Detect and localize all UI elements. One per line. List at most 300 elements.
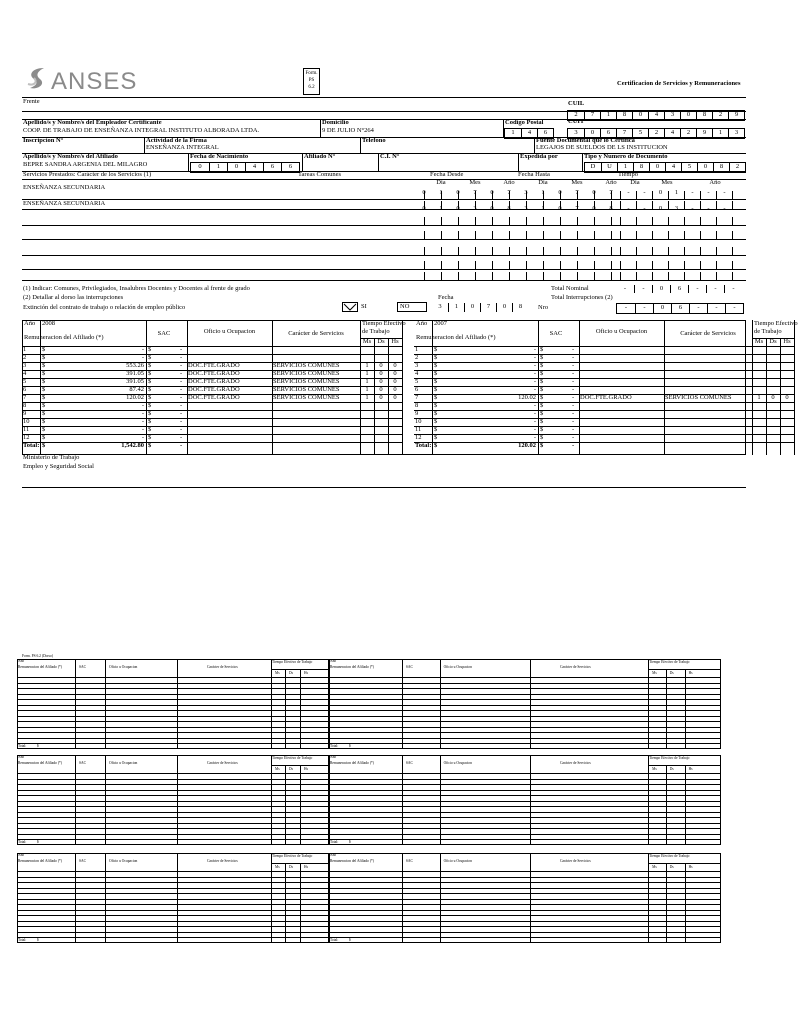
cell-divider bbox=[441, 247, 442, 255]
dorso-ms: Ms bbox=[275, 767, 280, 771]
dorso-row-line bbox=[17, 882, 329, 883]
currency: $ bbox=[434, 346, 438, 353]
amount: - bbox=[141, 402, 144, 409]
digit-cell: 3 bbox=[574, 129, 578, 136]
dorso-tiempo: Tiempo Efectivo de Trabajo bbox=[272, 660, 313, 664]
ci-label: C.I. N° bbox=[380, 153, 400, 160]
currency: $ bbox=[42, 410, 46, 417]
dorso-row-line bbox=[329, 839, 721, 840]
cell-divider bbox=[441, 272, 442, 280]
dorso-tiempo: Tiempo Efectivo de Trabajo bbox=[649, 756, 690, 760]
oficio-value: DOC.FTE.GRADO bbox=[188, 394, 240, 401]
time-digit: - bbox=[707, 205, 710, 212]
dorso-currency: $ bbox=[349, 840, 351, 844]
cell-divider bbox=[716, 247, 717, 255]
dorso-ms: Ms bbox=[652, 671, 657, 675]
hs-header: Hs bbox=[783, 338, 791, 345]
dorso-row-line bbox=[17, 710, 329, 711]
dorso-row-line bbox=[329, 677, 721, 678]
dorso-currency: $ bbox=[37, 744, 39, 748]
currency: $ bbox=[434, 370, 438, 377]
currency: $ bbox=[148, 426, 152, 433]
row-line bbox=[22, 199, 746, 200]
currency: $ bbox=[540, 418, 544, 425]
dorso-oficio: Oficio u Ocupacion bbox=[443, 665, 472, 669]
currency: $ bbox=[148, 418, 152, 425]
row-line bbox=[22, 225, 746, 226]
amount: - bbox=[533, 410, 536, 417]
digit-cell: 1 bbox=[712, 129, 728, 138]
cell-divider bbox=[652, 217, 653, 225]
amount: 120.02 bbox=[126, 394, 144, 401]
cell-divider bbox=[716, 272, 717, 280]
currency: $ bbox=[540, 442, 544, 449]
dorso-row-line bbox=[17, 801, 329, 802]
month-number: 8 bbox=[415, 402, 419, 409]
digit-cell: 1 bbox=[617, 163, 633, 172]
time-digit: 1 bbox=[674, 189, 679, 196]
si-label: SI bbox=[361, 303, 367, 310]
dorso-row-line bbox=[17, 688, 329, 689]
cell-divider bbox=[684, 231, 685, 239]
caracter-value: SERVICIOS COMUNES bbox=[665, 394, 732, 401]
digit-cell: D bbox=[590, 163, 596, 170]
currency: $ bbox=[42, 426, 46, 433]
ms-value: 1 bbox=[365, 386, 369, 393]
ds-header: Ds bbox=[377, 338, 385, 345]
header-line bbox=[752, 338, 794, 339]
dorso-row-line bbox=[329, 937, 721, 938]
currency: $ bbox=[434, 394, 438, 401]
dorso-row-line bbox=[329, 893, 721, 894]
sac-value: - bbox=[180, 426, 183, 433]
currency: $ bbox=[434, 378, 438, 385]
dorso-row-line bbox=[329, 710, 721, 711]
ms-value: 1 bbox=[365, 378, 369, 385]
time-digit: - bbox=[643, 205, 646, 212]
dorso-row-line bbox=[17, 779, 329, 780]
fuente-label: Fuente Documental que lo Certifica bbox=[536, 137, 635, 144]
currency: $ bbox=[434, 362, 438, 369]
month-number: 12 bbox=[23, 434, 30, 441]
cell-divider bbox=[543, 231, 544, 239]
sac-header: SAC bbox=[549, 330, 563, 337]
month-number: 2 bbox=[23, 354, 27, 361]
dorso-row-line bbox=[17, 910, 329, 911]
cell-divider bbox=[441, 231, 442, 239]
cell-divider bbox=[424, 272, 425, 280]
dorso-row-line bbox=[17, 773, 329, 774]
domicilio-value: 9 DE JULIO N°264 bbox=[322, 127, 374, 134]
dorso-anio: Año bbox=[18, 755, 25, 759]
month-number: 7 bbox=[415, 394, 419, 401]
total-label: Total: bbox=[415, 442, 432, 449]
dorso-ms: Ms bbox=[652, 767, 657, 771]
currency: $ bbox=[148, 378, 152, 385]
digit-cell: 6 bbox=[281, 163, 299, 172]
dorso-remun: Remuneracion del Afiliado (*) bbox=[330, 665, 375, 669]
sac-value: - bbox=[572, 418, 575, 425]
cell-divider bbox=[492, 261, 493, 269]
checkmark-icon bbox=[343, 303, 357, 311]
cell-divider bbox=[700, 247, 701, 255]
dorso-row-line bbox=[329, 817, 721, 818]
amount: 553.26 bbox=[126, 362, 144, 369]
month-number: 1 bbox=[23, 346, 27, 353]
dorso-ds: Ds bbox=[289, 671, 293, 675]
cp-label: Codigo Postal bbox=[505, 119, 544, 126]
actividad-label: Actividad de la Firma bbox=[146, 137, 207, 144]
cell-divider bbox=[509, 261, 510, 269]
digit-cell: 5 bbox=[681, 163, 697, 172]
row-line bbox=[22, 280, 746, 281]
currency: $ bbox=[148, 442, 152, 449]
cell-divider bbox=[636, 247, 637, 255]
cell-divider bbox=[732, 201, 733, 209]
dorso-row-line bbox=[17, 871, 329, 872]
total-interrupciones-label: Total Interrupciones (2) bbox=[551, 294, 613, 301]
date-digit: 0 bbox=[592, 205, 596, 212]
digit-cell: 2 bbox=[648, 129, 664, 138]
cell-divider bbox=[509, 247, 510, 255]
tiempo-label: Tiempo bbox=[618, 171, 638, 178]
dorso-row-line bbox=[17, 839, 329, 840]
amount: - bbox=[533, 434, 536, 441]
total-nominal-digits bbox=[616, 285, 742, 293]
dorso-row-line bbox=[17, 694, 329, 695]
date-digit: 0 bbox=[490, 205, 494, 212]
dorso-row-line bbox=[329, 705, 721, 706]
dorso-row-line bbox=[329, 877, 721, 878]
amount: - bbox=[533, 370, 536, 377]
affiliate-name-label: Apellido/s y Nombre/s del Afiliado bbox=[23, 153, 118, 160]
digit-cell: - bbox=[623, 285, 627, 292]
dorso-row-line bbox=[329, 801, 721, 802]
cell-divider bbox=[594, 261, 595, 269]
dorso-row-line bbox=[17, 806, 329, 807]
dorso-row-line bbox=[329, 932, 721, 933]
footer-empleo: Empleo y Seguridad Social bbox=[23, 463, 94, 470]
cell-divider bbox=[716, 261, 717, 269]
dorso-remun: Remuneracion del Afiliado (*) bbox=[330, 761, 375, 765]
digit-cell: 0 bbox=[680, 111, 696, 120]
dorso-row-line bbox=[17, 823, 329, 824]
dorso-row-line bbox=[17, 828, 329, 829]
dorso-remun: Remuneracion del Afiliado (*) bbox=[18, 761, 63, 765]
dorso-row-line bbox=[329, 773, 721, 774]
servicios-prestados-label: Servicios Prestados: Carácter de los Servicios (1) bbox=[23, 171, 152, 178]
cell-divider bbox=[684, 247, 685, 255]
dorso-sac: SAC bbox=[405, 665, 413, 669]
dorso-line bbox=[271, 863, 329, 864]
amount: - bbox=[141, 346, 144, 353]
employer-name-value: COOP. DE TRABAJO DE ENSEÑANZA INTEGRAL INSTITUTO ALBORADA LTDA. bbox=[23, 127, 260, 134]
hs-value: 0 bbox=[393, 362, 397, 369]
form-number-label: Form. PS 6.2 bbox=[305, 71, 318, 90]
dorso-row-line bbox=[329, 904, 721, 905]
month-number: 3 bbox=[415, 362, 419, 369]
currency: $ bbox=[148, 410, 152, 417]
sac-value: - bbox=[180, 394, 183, 401]
month-number: 11 bbox=[23, 426, 30, 433]
cell-divider bbox=[684, 272, 685, 280]
date-digit: 0 bbox=[592, 189, 596, 196]
cell-divider bbox=[620, 247, 621, 255]
dorso-tiempo: Tiempo Efectivo de Trabajo bbox=[272, 756, 313, 760]
month-number: 9 bbox=[415, 410, 419, 417]
digit-cell: - bbox=[707, 304, 725, 313]
cell-divider bbox=[732, 191, 733, 199]
currency: $ bbox=[148, 362, 152, 369]
amount: - bbox=[141, 354, 144, 361]
cell-divider bbox=[594, 272, 595, 280]
dorso-row-line bbox=[329, 882, 721, 883]
cell-divider bbox=[458, 272, 459, 280]
cell-divider bbox=[492, 217, 493, 225]
currency: $ bbox=[434, 386, 438, 393]
date-digit: 3 bbox=[473, 205, 477, 212]
dorso-row-line bbox=[329, 727, 721, 728]
dorso-row-line bbox=[329, 738, 721, 739]
dorso-line bbox=[648, 669, 721, 670]
dorso-form-label: Form. PS 6.2 (Dorso) bbox=[22, 654, 54, 658]
amount: - bbox=[533, 418, 536, 425]
ms-value: 1 bbox=[757, 394, 761, 401]
dorso-row-line bbox=[17, 904, 329, 905]
dorso-hs: Hs bbox=[304, 865, 308, 869]
dorso-currency: $ bbox=[349, 938, 351, 942]
cell-divider bbox=[492, 231, 493, 239]
digit-cell: 6 bbox=[537, 129, 553, 138]
amount: 87.42 bbox=[129, 386, 144, 393]
dorso-ds: Ds bbox=[669, 671, 674, 675]
currency: $ bbox=[148, 402, 152, 409]
nacimiento-label: Fecha de Nacimiento bbox=[190, 153, 249, 160]
currency: $ bbox=[42, 386, 46, 393]
sac-value: - bbox=[180, 362, 183, 369]
date-digit: 1 bbox=[541, 189, 545, 196]
time-digit: 3 bbox=[674, 205, 679, 212]
hs-value: 0 bbox=[393, 394, 397, 401]
dorso-anio: Año bbox=[330, 853, 337, 857]
dorso-total: Total: bbox=[18, 744, 27, 748]
cell-divider bbox=[684, 261, 685, 269]
digit-cell: 2 bbox=[712, 111, 728, 120]
cell-divider bbox=[458, 247, 459, 255]
date-digit: 1 bbox=[439, 205, 443, 212]
date-col-header: Mes bbox=[469, 179, 481, 186]
cell-divider bbox=[492, 247, 493, 255]
cell-divider bbox=[594, 247, 595, 255]
amount: - bbox=[533, 378, 536, 385]
sac-value: - bbox=[572, 346, 575, 353]
cell-divider bbox=[509, 231, 510, 239]
dorso-sac: SAC bbox=[79, 761, 86, 765]
currency: $ bbox=[434, 426, 438, 433]
dorso-tiempo: Tiempo Efectivo de Trabajo bbox=[649, 854, 690, 858]
cell-divider bbox=[700, 272, 701, 280]
digit-cell: 2 bbox=[680, 129, 696, 138]
sac-value: - bbox=[180, 386, 183, 393]
currency: $ bbox=[42, 418, 46, 425]
time-digit: 0 bbox=[658, 205, 663, 212]
digit-cell: 8 bbox=[616, 111, 632, 120]
cell-divider bbox=[560, 261, 561, 269]
cell-divider bbox=[475, 247, 476, 255]
cell-divider bbox=[458, 217, 459, 225]
currency: $ bbox=[148, 346, 152, 353]
footer-ministerio: Ministerio de Trabajo bbox=[23, 454, 80, 461]
cell-divider bbox=[424, 261, 425, 269]
ds-value: 0 bbox=[379, 378, 383, 385]
sac-total: - bbox=[572, 442, 575, 449]
digit-cell: 8 bbox=[633, 163, 649, 172]
row-line bbox=[22, 255, 746, 256]
dorso-row-line bbox=[329, 688, 721, 689]
currency: $ bbox=[540, 410, 544, 417]
date-digit: 7 bbox=[575, 205, 579, 212]
dorso-row-line bbox=[17, 721, 329, 722]
cell-divider bbox=[732, 247, 733, 255]
cell-divider bbox=[611, 217, 612, 225]
digit-cell: 0 bbox=[697, 163, 713, 172]
dorso-row-line bbox=[17, 893, 329, 894]
digit-cell: 0 bbox=[649, 163, 665, 172]
dorso-row-line bbox=[329, 732, 721, 733]
cell-divider bbox=[492, 272, 493, 280]
dorso-row-line bbox=[329, 784, 721, 785]
currency: $ bbox=[148, 370, 152, 377]
tipo-doc-label: Tipo y Numero de Documento bbox=[584, 153, 668, 160]
amount: - bbox=[141, 434, 144, 441]
date-digit: 0 bbox=[422, 189, 426, 196]
cuit-label: CUIT bbox=[568, 118, 585, 125]
digit-cell: 7 bbox=[616, 129, 632, 138]
dorso-row-line bbox=[17, 888, 329, 889]
currency: $ bbox=[42, 434, 46, 441]
currency: $ bbox=[42, 378, 46, 385]
dorso-row-line bbox=[329, 910, 721, 911]
oficio-value: DOC.FTE.GRADO bbox=[188, 370, 240, 377]
dorso-caracter: Carácter de Servicios bbox=[560, 859, 591, 863]
total-label: Total: bbox=[23, 442, 40, 449]
dorso-hs: Hs bbox=[688, 767, 693, 771]
cell-divider bbox=[560, 231, 561, 239]
note-2: (2) Detallar al dorso las interrupciones bbox=[23, 294, 124, 301]
dorso-row-line bbox=[17, 937, 329, 938]
cell-divider bbox=[475, 272, 476, 280]
currency: $ bbox=[434, 354, 438, 361]
dorso-oficio: Oficio u Ocupacion bbox=[109, 761, 138, 765]
digit-cell: - bbox=[634, 285, 652, 293]
year-value: 2007 bbox=[434, 320, 447, 327]
sac-value: - bbox=[572, 378, 575, 385]
month-number: 12 bbox=[415, 434, 422, 441]
time-digit: - bbox=[691, 189, 694, 196]
cell-divider bbox=[424, 231, 425, 239]
remun-header: Remuneracion del Afiliado (*) bbox=[416, 334, 496, 341]
month-number: 4 bbox=[23, 370, 27, 377]
amount: - bbox=[533, 362, 536, 369]
no-label: NO bbox=[400, 303, 410, 310]
dorso-row-line bbox=[17, 677, 329, 678]
sac-value: - bbox=[180, 378, 183, 385]
fecha-desde-label: Fecha Desde bbox=[430, 171, 464, 178]
cell-divider bbox=[700, 231, 701, 239]
cell-divider bbox=[611, 261, 612, 269]
currency: $ bbox=[148, 354, 152, 361]
currency: $ bbox=[42, 394, 46, 401]
digit-cell: 1 bbox=[511, 129, 515, 136]
month-number: 8 bbox=[23, 402, 27, 409]
row-line bbox=[22, 269, 746, 270]
dorso-ds: Ds bbox=[669, 767, 674, 771]
si-checkbox[interactable] bbox=[342, 302, 358, 312]
digit-cell: 8 bbox=[512, 303, 528, 312]
sac-header: SAC bbox=[157, 330, 171, 337]
cell-divider bbox=[636, 217, 637, 225]
dorso-caracter: Carácter de Servicios bbox=[560, 761, 591, 765]
dorso-tiempo: Tiempo Efectivo de Trabajo bbox=[649, 660, 690, 664]
cell-divider bbox=[577, 261, 578, 269]
afiliado-label: Afiliado N° bbox=[304, 153, 336, 160]
amount: - bbox=[533, 354, 536, 361]
digit-cell: 4 bbox=[648, 111, 664, 120]
cell-divider bbox=[458, 231, 459, 239]
dorso-ms: Ms bbox=[275, 865, 280, 869]
dorso-row-line bbox=[329, 743, 721, 744]
dorso-row-line bbox=[17, 699, 329, 700]
amount: - bbox=[141, 418, 144, 425]
date-col-header: Año bbox=[503, 179, 515, 186]
cell-divider bbox=[684, 217, 685, 225]
cell-divider bbox=[526, 231, 527, 239]
cell-divider bbox=[526, 217, 527, 225]
cell-divider bbox=[543, 272, 544, 280]
col-line bbox=[794, 320, 795, 455]
month-number: 6 bbox=[23, 386, 27, 393]
dorso-row-line bbox=[17, 915, 329, 916]
dorso-row-line bbox=[17, 716, 329, 717]
ms-value: 1 bbox=[365, 394, 369, 401]
total-amount: 120.02 bbox=[518, 442, 536, 449]
currency: $ bbox=[148, 394, 152, 401]
dorso-ds: Ds bbox=[669, 865, 674, 869]
digit-cell: 4 bbox=[245, 163, 263, 172]
digit-cell: 1 bbox=[448, 303, 464, 312]
time-digit: - bbox=[627, 189, 630, 196]
dorso-row-line bbox=[17, 705, 329, 706]
currency: $ bbox=[434, 402, 438, 409]
dorso-row-line bbox=[17, 877, 329, 878]
currency: $ bbox=[42, 370, 46, 377]
cell-divider bbox=[732, 261, 733, 269]
dorso-row-line bbox=[17, 921, 329, 922]
date-digit: 3 bbox=[524, 189, 528, 196]
ms-header: Ms bbox=[362, 338, 372, 345]
date-digit: 7 bbox=[473, 189, 477, 196]
service-description: ENSEÑANZA SECUNDARIA bbox=[23, 200, 106, 207]
digit-cell: 0 bbox=[227, 163, 245, 172]
time-digit: - bbox=[643, 189, 646, 196]
dorso-anio: Año bbox=[330, 755, 337, 759]
dorso-row-line bbox=[17, 926, 329, 927]
dorso-anio: Año bbox=[18, 659, 25, 663]
cell-divider bbox=[577, 231, 578, 239]
sac-value: - bbox=[572, 394, 575, 401]
dorso-currency: $ bbox=[37, 938, 39, 942]
sac-value: - bbox=[180, 418, 183, 425]
